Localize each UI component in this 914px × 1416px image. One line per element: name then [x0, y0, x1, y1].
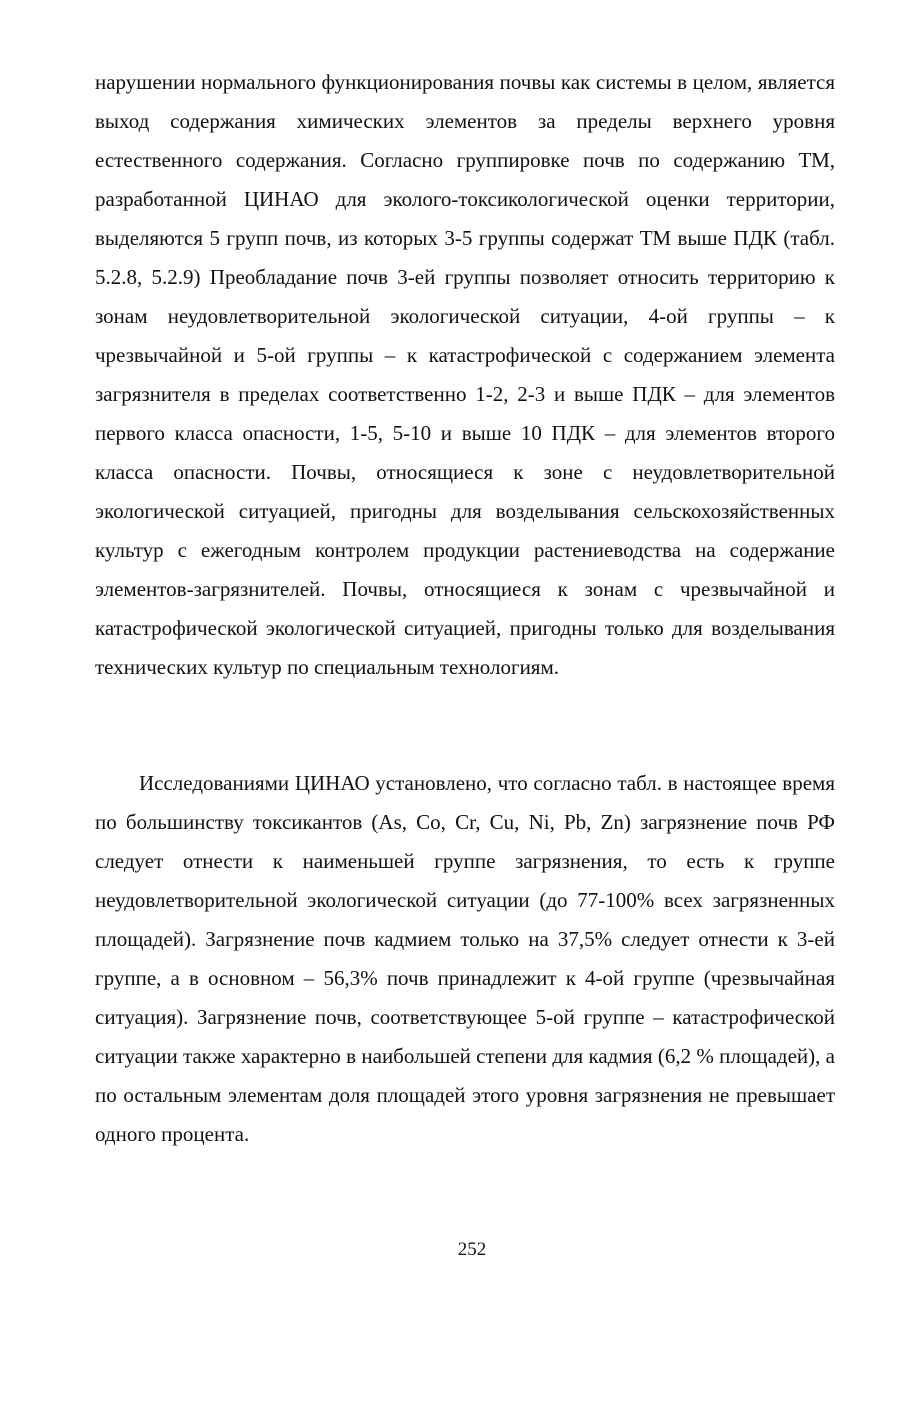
paragraph-2-block	[95, 764, 835, 1154]
paragraph-1: нарушении нормального функционирования почвы как системы в целом, является выход содержания химических элементов за пределы верхнего уровня естественного содержания. Согласно группировке почв по содержанию ТМ, разработанной ЦИНАО для эколого-токсикологической оценки территории, выделяются 5 групп почв, из которых 3-5 группы содержат ТМ выше ПДК (табл. 5.2.8, 5.2.9) Преобладание почв 3-ей группы позволяет относить территорию к зонам неудовлетворительной экологической ситуации, 4-ой группы – к чрезвычайной и 5-ой группы – к катастрофической с содержанием элемента загрязнителя в пределах соответственно 1-2, 2-3 и выше ПДК – для элементов первого класса опасности, 1-5, 5-10 и выше 10 ПДК – для элементов второго класса опасности. Почвы, относящиеся к зоне с неудовлетворительной экологической ситуацией, пригодны для возделывания сельскохозяйственных культур с ежегодным контролем продукции растениеводства на содержание элементов-загрязнителей. Почвы, относящиеся к зонам с чрезвычайной и катастрофической экологической ситуацией, пригодны только для возделывания технических культур по специальным технологиям.	[95, 70, 835, 679]
page-number: 252	[457, 1239, 487, 1260]
paragraph-1-block	[95, 63, 835, 687]
paragraph-2: Исследованиями ЦИНАО установлено, что согласно табл. в настоящее время по большинству токсикантов (As, Co, Cr, Cu, Ni, Pb, Zn) загрязнение почв РФ следует отнести к наименьшей группе загрязнения, то есть к группе неудовлетворительной экологической ситуации (до 77-100% всех загрязненных площадей). Загрязнение почв кадмием только на 37,5% следует отнести к 3-ей группе, а в основном – 56,3% почв принадлежит к 4-ой группе (чрезвычайная ситуация). Загрязнение почв, соответствующее 5-ой группе – катастрофической ситуации также характерно в наибольшей степени для кадмия (6,2 % площадей), а по остальным элементам доля площадей этого уровня загрязнения не превышает одного процента.	[95, 771, 835, 1146]
